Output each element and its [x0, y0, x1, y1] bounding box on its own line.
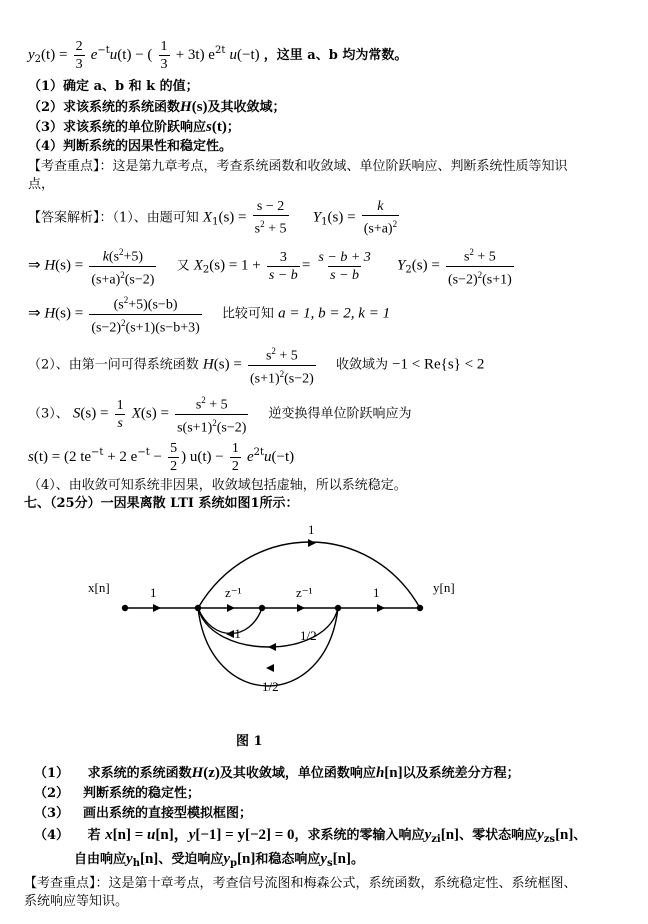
- gain-fb2: 1/2: [300, 628, 317, 643]
- gain-output: 1: [373, 585, 380, 600]
- arrow-delay2: [297, 604, 305, 612]
- output-label: y[n]: [433, 580, 455, 595]
- p7-q4-line2a: 自由响应: [74, 852, 127, 867]
- gain-top: 1: [308, 522, 315, 537]
- equation-y2: $y_2(t)$ = $\frac{2}{3}$ $e^{-t}u(t)$ − ( $\frac{1}{3}$ + 3t) $e^{2t}$ u(−t) ，这里 a、b 均为常数。: [28, 39, 408, 72]
- answer-2: （2）、由第一问可得系统函数 H(s) = $\frac{s^2 + 5}{(s+1)^2(s-2)}$ 收敛域为 −1 < Re{s} < 2: [28, 346, 485, 387]
- p7-q4-text4: 、: [573, 828, 587, 843]
- problem-7-title: 七、（25分）一因果离散 LTI 系统如图1所示：: [24, 496, 299, 511]
- focus-line-2: 点，: [28, 177, 55, 192]
- p7-focus-2: 系统响应等知识。: [24, 894, 129, 909]
- node-c: [335, 605, 341, 611]
- gain-input: 1: [150, 585, 157, 600]
- node-a: [195, 605, 201, 611]
- question-4: （4）判断系统的因果性和稳定性。: [28, 139, 233, 154]
- delay-1: z⁻¹: [225, 585, 242, 600]
- answer-1-h: ⇒ H(s) = $\frac{k(s^2+5)}{(s+a)^2(s-2)}$ 又 $X_2(s) = 1$ + $\frac{3}{s - b}$ = $\frac{s - b + 3}{s - b}$ $Y_2(s)$ = $\frac{s^2 + 5}{(s-2)^2(s+1)}$: [28, 247, 512, 288]
- p7-q4-text3: 、零状态响应: [459, 828, 538, 843]
- p7-q4-line2c: 和稳态响应: [255, 852, 321, 867]
- answer-3-label: （3）、: [28, 406, 69, 422]
- question-2-tail: 及其收敛域；: [207, 100, 286, 115]
- question-2-text: （2）求该系统的系统函数: [28, 100, 181, 115]
- result-abk: a = 1, b = 2, k = 1: [278, 305, 391, 322]
- p7-question-4: （4） 若 x[n] = u[n]，y[−1] = y[−2] = 0，求系统的零输入响应$y_{zi}[n]$、零状态响应$y_{zs}[n]$、: [34, 827, 587, 845]
- arrow-fb3: [266, 664, 274, 672]
- branch-fb2: [198, 608, 338, 647]
- p7-q1-num: （1）: [34, 766, 70, 781]
- answer-1-compare: ⇒ H(s) = $\frac{(s^2+5)(s-b)}{(s-2)^2(s+1)(s-b+3)}$ 比较可知 a = 1, b = 2, k = 1: [28, 295, 391, 336]
- p7-q4-num: （4）: [34, 828, 70, 843]
- p7-q1-text2: 及其收敛域，单位函数响应: [219, 766, 376, 781]
- node-y: [417, 605, 423, 611]
- gain-fb3: 1/2: [262, 679, 279, 694]
- p7-q4-text2: ，求系统的零输入响应: [294, 828, 425, 843]
- p7-question-3: [34, 805, 252, 823]
- answer-label: 【答案解析】：（1）、由题可知: [28, 210, 199, 226]
- p7-question-4-line2: 自由响应$y_h[n]$、受迫响应$y_p[n]$和稳态响应$y_s[n]$。: [74, 851, 365, 869]
- node-b: [259, 605, 265, 611]
- node-x: [122, 605, 128, 611]
- p7-q4-text: 若: [87, 828, 101, 843]
- question-3-text: （3）求该系统的单位阶跃响应: [28, 120, 207, 135]
- arrow-input: [153, 604, 161, 612]
- p7-question-2: [34, 785, 200, 803]
- intro-tail: ，这里 a、b 均为常数。: [263, 48, 408, 63]
- p7-q1-text: 求系统的系统函数: [87, 766, 192, 781]
- p7-q4-line2d: 。: [351, 852, 365, 867]
- you-text: 又: [176, 258, 190, 274]
- p7-question-1: （1） 求系统的系统函数H(z)及其收敛域，单位函数响应h[n]以及系统差分方程；: [34, 765, 520, 781]
- input-label: x[n]: [88, 580, 110, 595]
- step-response: s(t) = (2 $te^{-t} + 2$ $e^{-t}$ − $\frac{5}{2}$ ) u(t) − $\frac{1}{2}$ $e^{2t}u(-t)$: [28, 441, 295, 474]
- p7-q1-text3: 以及系统差分方程；: [402, 766, 520, 781]
- answer-4: （4）、由收敛可知系统非因果，收敛域包括虚轴，所以系统稳定。: [28, 478, 407, 493]
- roc-label: 收敛域为: [335, 357, 388, 373]
- p7-focus-1: 【考查重点】：这是第十章考点，考查信号流图和梅森公式，系统函数，系统稳定性、系统框图、: [24, 876, 577, 891]
- figure-caption: 图 1: [236, 734, 263, 749]
- p7-q3-num: （3）: [34, 806, 70, 821]
- delay-2: z⁻¹: [296, 585, 313, 600]
- p7-q2-text: 判断系统的稳定性；: [83, 786, 201, 801]
- answer-1-line: 【答案解析】：（1）、由题可知 $X_1(s)$ = $\frac{s - 2}{s^2 + 5}$ $Y_1(s)$ = $\frac{k}{(s+a)^2}$: [28, 199, 398, 237]
- question-2: （2）求该系统的系统函数H(s)及其收敛域；: [28, 99, 286, 115]
- p7-q2-num: （2）: [34, 786, 70, 801]
- gain-fb1: -1: [230, 626, 241, 641]
- arrow-fb2: [268, 643, 276, 651]
- answer-3: （3）、 S(s) = $\frac{1}{s}$ X(s) = $\frac{s^2 + 5}{s(s+1)^2(s-2)}$ 逆变换得单位阶跃响应为: [28, 395, 412, 436]
- roc-value: −1 < Re{s} < 2: [392, 356, 485, 373]
- arrow-top: [308, 539, 316, 547]
- compare-text: 比较可知: [221, 306, 274, 322]
- answer-2-label: （2）、由第一问可得系统函数: [28, 357, 199, 373]
- arrow-delay1: [227, 604, 235, 612]
- p7-q3-text: 画出系统的直接型模拟框图；: [83, 806, 253, 821]
- answer-3-tail: 逆变换得单位阶跃响应为: [268, 406, 412, 422]
- p7-q4-line2b: 、受迫响应: [158, 852, 224, 867]
- arrow-output: [377, 604, 385, 612]
- focus-line-1: 【考查重点】：这是第九章考点，考查系统函数和收敛域、单位阶跃响应、判断系统性质等知识: [28, 159, 568, 174]
- question-3: （3）求该系统的单位阶跃响应s(t)；: [28, 119, 240, 135]
- question-1: （1）确定 a、b 和 k 的值；: [28, 79, 199, 94]
- question-3-tail: ；: [226, 120, 240, 135]
